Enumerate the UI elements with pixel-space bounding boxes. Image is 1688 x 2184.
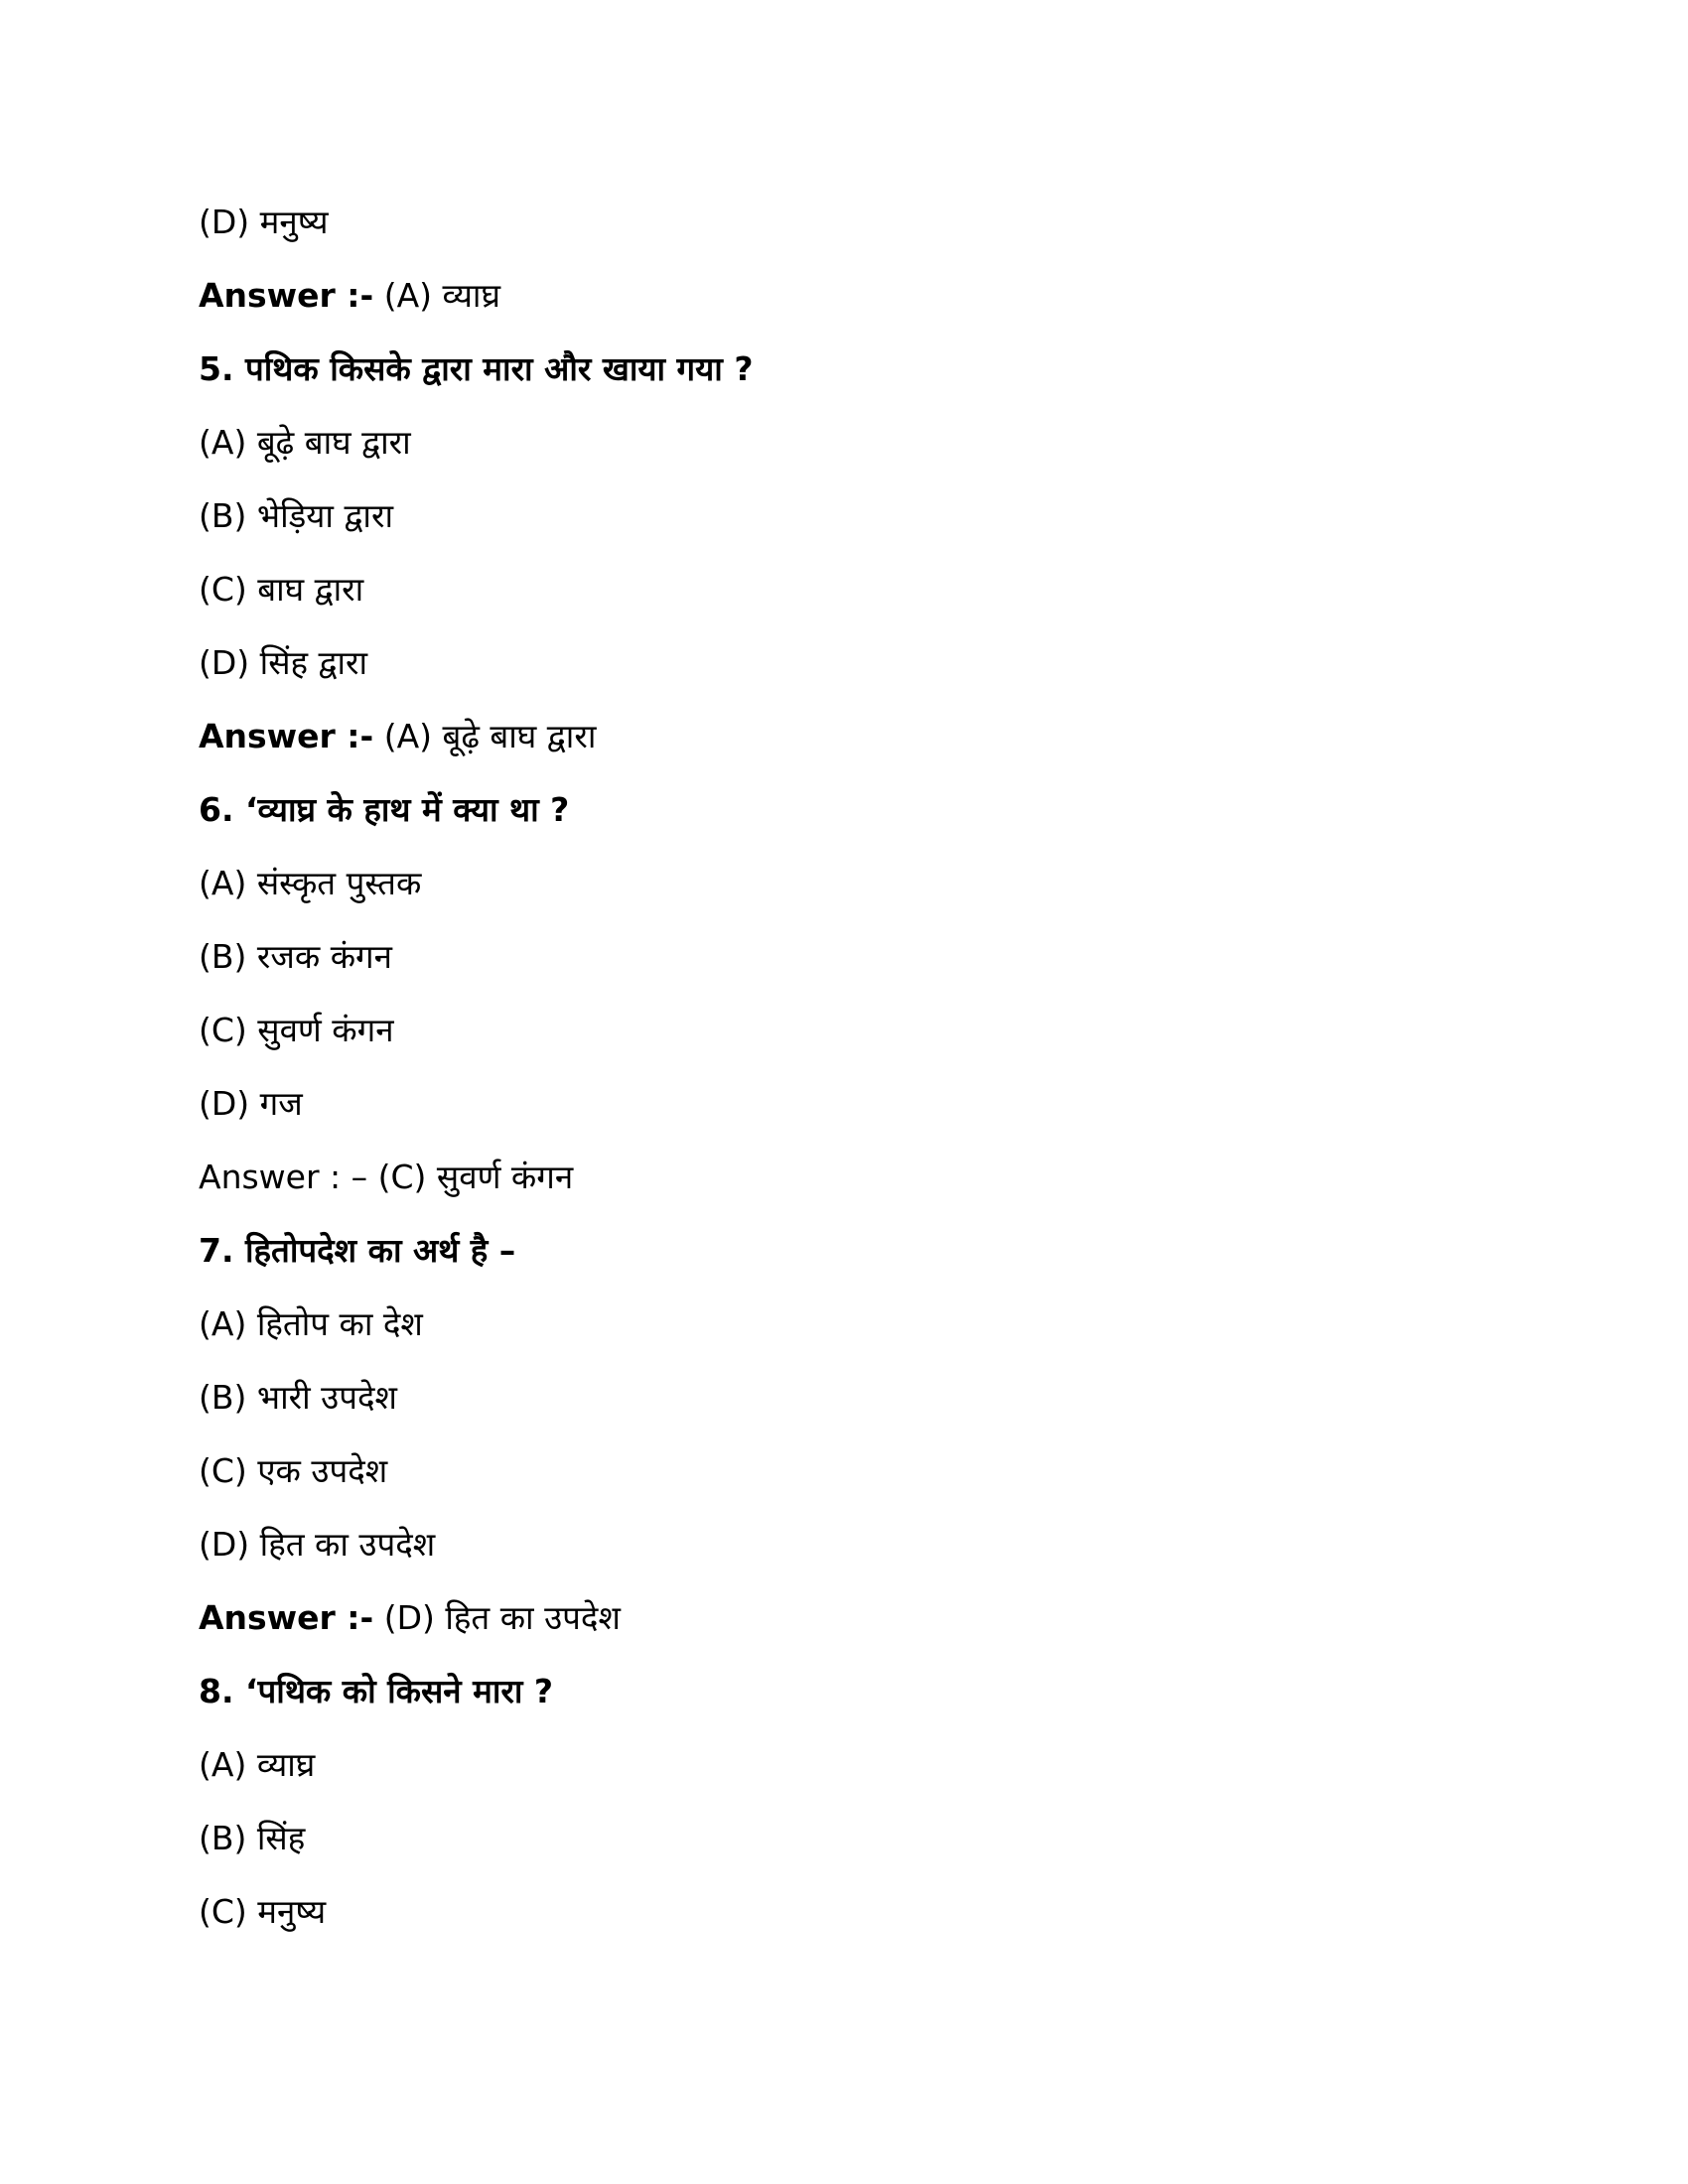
answer-label: Answer :- [199, 1598, 374, 1637]
answer-label: Answer :- [199, 717, 374, 755]
question-heading: 8. ‘पथिक को किसने मारा ? [199, 1672, 554, 1710]
question-heading: 7. हितोपदेश का अर्थ है – [199, 1231, 516, 1270]
option-line: (C) बाघ द्वारा [199, 570, 364, 609]
option-line: (B) रजक कंगन [199, 937, 392, 976]
answer-text: (A) बूढ़े बाघ द्वारा [373, 717, 597, 755]
option-line: (D) मनुष्य [199, 203, 329, 241]
answer-line [199, 1596, 621, 1640]
answer-line [199, 1156, 573, 1199]
answer-text: (C) सुवर्ण कंगन [367, 1158, 574, 1196]
answer-text: (A) व्याघ्र [373, 276, 500, 315]
option-line: (B) सिंह [199, 1819, 306, 1857]
option-line: (C) मनुष्य [199, 1892, 327, 1931]
answer-label: Answer :- [199, 276, 374, 315]
answer-text: (D) हित का उपदेश [373, 1598, 621, 1637]
option-line: (A) बूढ़े बाघ द्वारा [199, 423, 411, 462]
option-line: (C) सुवर्ण कंगन [199, 1011, 394, 1049]
option-line: (B) भारी उपदेश [199, 1378, 397, 1417]
option-line: (A) व्याघ्र [199, 1745, 316, 1784]
option-line: (D) सिंह द्वारा [199, 643, 368, 682]
question-heading: 5. पथिक किसके द्वारा मारा और खाया गया ? [199, 349, 754, 388]
option-line: (C) एक उपदेश [199, 1451, 388, 1490]
option-line: (A) संस्कृत पुस्तक [199, 864, 422, 902]
answer-line [199, 274, 500, 318]
option-line: (D) गज [199, 1084, 303, 1123]
option-line: (B) भेड़िया द्वारा [199, 496, 394, 535]
option-line: (D) हित का उपदेश [199, 1525, 436, 1564]
answer-label: Answer : – [199, 1158, 368, 1196]
question-heading: 6. ‘व्याघ्र के हाथ में क्या था ? [199, 790, 570, 829]
answer-line [199, 715, 596, 758]
option-line: (A) हितोप का देश [199, 1304, 423, 1343]
